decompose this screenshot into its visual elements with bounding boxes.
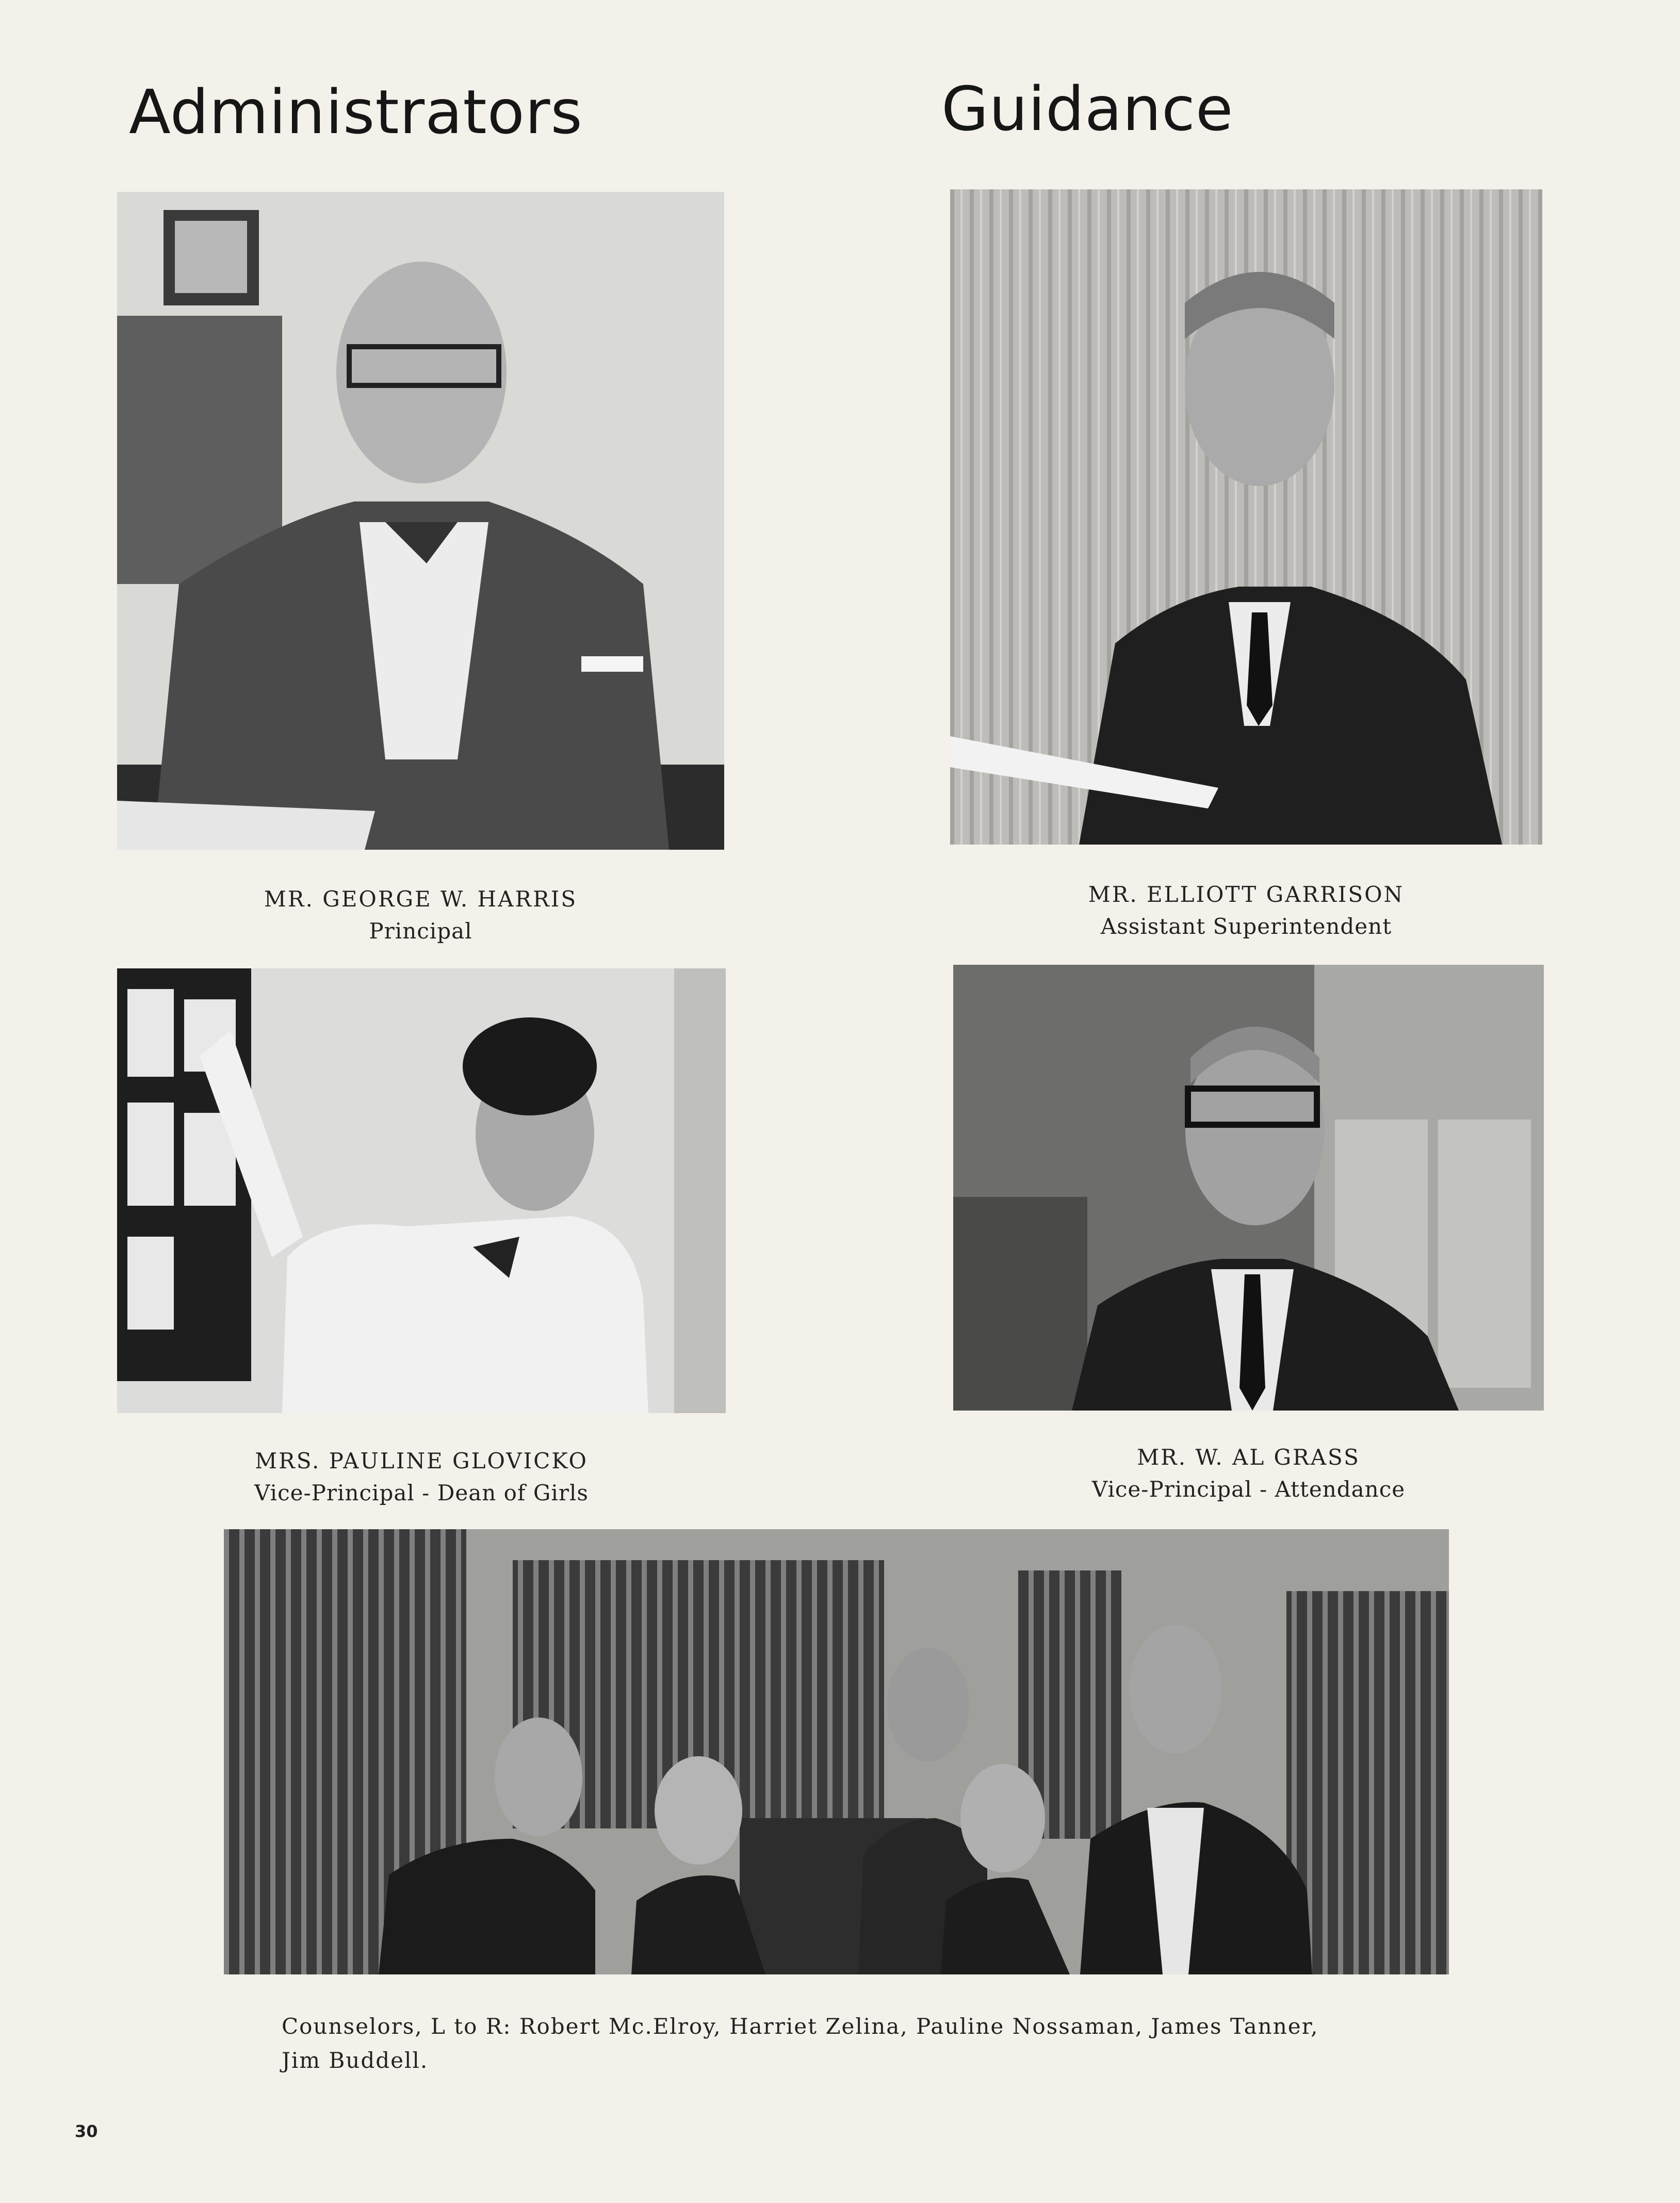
counselors-caption-line2: Jim Buddell.	[282, 2048, 429, 2073]
counselors-caption-line1: Counselors, L to R: Robert Mc.Elroy, Harriet Zelina, Pauline Nossaman, James Tanner,	[282, 2014, 1319, 2039]
photo-principal	[117, 192, 724, 850]
page-number: 30	[75, 2121, 98, 2141]
caption-principal	[117, 883, 724, 947]
caption-attendance	[953, 1441, 1544, 1505]
heading-guidance: Guidance	[941, 73, 1234, 144]
caption-assistant-superintendent-title: Assistant Superintendent	[1100, 914, 1392, 939]
caption-attendance-title: Vice-Principal - Attendance	[1091, 1477, 1406, 1502]
caption-assistant-superintendent-name: MR. ELLIOTT GARRISON	[1088, 882, 1405, 907]
caption-dean-of-girls-title: Vice-Principal - Dean of Girls	[254, 1480, 589, 1505]
photo-assistant-superintendent	[950, 189, 1542, 845]
caption-assistant-superintendent	[950, 879, 1542, 943]
photo-counselors-group	[224, 1529, 1449, 1974]
photo-attendance	[953, 965, 1544, 1411]
caption-dean-of-girls	[117, 1445, 726, 1509]
caption-attendance-name: MR. W. AL GRASS	[1137, 1445, 1360, 1470]
heading-administrators: Administrators	[129, 76, 583, 148]
caption-principal-title: Principal	[369, 918, 472, 944]
photo-dean-of-girls	[117, 968, 726, 1413]
caption-principal-name: MR. GEORGE W. HARRIS	[264, 886, 578, 912]
caption-dean-of-girls-name: MRS. PAULINE GLOVICKO	[255, 1448, 588, 1473]
counselors-caption	[282, 2010, 1437, 2078]
